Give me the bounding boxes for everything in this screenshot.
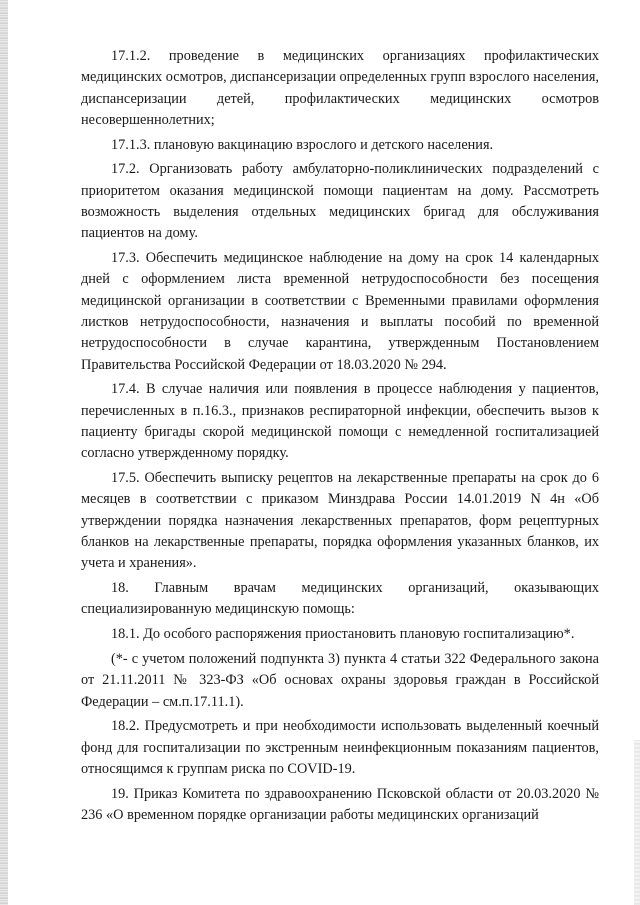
paragraph-17-4: 17.4. В случае наличия или появления в процессе наблюдения у пациентов, перечисленных в п.16.3., признаков респираторной инфекции, обеспечить вызов к пациенту бригады скорой медицинской помощи с немедленной госпитализацией согласно утвержденному порядку.	[81, 381, 599, 462]
paragraph-18-1: 18.1. До особого распоряжения приостановить плановую госпитализацию*.	[111, 626, 575, 643]
paragraph-19: 19. Приказ Комитета по здравоохранению Псковской области от 20.03.2020 № 236 «О временном порядке организации работы медицинских организаций	[81, 785, 599, 824]
paragraph-17-2: 17.2. Организовать работу амбулаторно-поликлинических подразделений с приоритетом оказания медицинской помощи пациентам на дому. Рассмотреть возможность выделения отдельных медицинских бригад для обслуживания пациентов на дому.	[81, 161, 599, 242]
paragraph-18: 18. Главным врачам медицинских организаций, оказывающих специализированную медицинскую помощь:	[81, 580, 599, 618]
paragraph-18-1-footnote: (*- с учетом положений подпункта 3) пункта 4 статьи 322 Федерального закона от 21.11.2011 № 323-ФЗ «Об основах охраны здоровья граждан в Российской Федерации – см.п.17.11.1).	[81, 651, 599, 710]
paragraph-17-1-3: 17.1.3. плановую вакцинацию взрослого и детского населения.	[111, 136, 494, 153]
scan-left-edge	[0, 0, 8, 905]
paragraph-18-2: 18.2. Предусмотреть и при необходимости использовать выделенный коечный фонд для госпитализации по экстренным неинфекционным показаниям пациентов, относящимся к группам риска по COVID-19.	[81, 718, 599, 777]
document-page	[81, 46, 599, 826]
paragraph-17-3: 17.3. Обеспечить медицинское наблюдение на дому на срок 14 календарных дней с оформлением листа временной нетрудоспособности без посещения медицинской организации в соответствии с Временными правилами оформления листков нетрудоспособности, назначения и выплаты пособий по временной нетрудоспособности в случае карантина, утвержденным Постановлением Правительства Российской Федерации от 18.03.2020 № 294.	[81, 250, 599, 373]
paragraph-17-1-2: 17.1.2. проведение в медицинских организациях профилактических медицинских осмотров, диспансеризации определенных групп взрослого населения, диспансеризации детей, профилактических медицинских осмотров несовершеннолетних;	[81, 48, 599, 128]
paragraph-17-5: 17.5. Обеспечить выписку рецептов на лекарственные препараты на срок до 6 месяцев в соответствии с приказом Минздрава России 14.01.2019 N 4н «Об утверждении порядка назначения лекарственных препаратов, форм рецептурных бланков на лекарственные препараты, порядка оформления указанных бланков, их учета и хранения».	[81, 470, 599, 572]
scan-right-edge	[634, 740, 640, 905]
